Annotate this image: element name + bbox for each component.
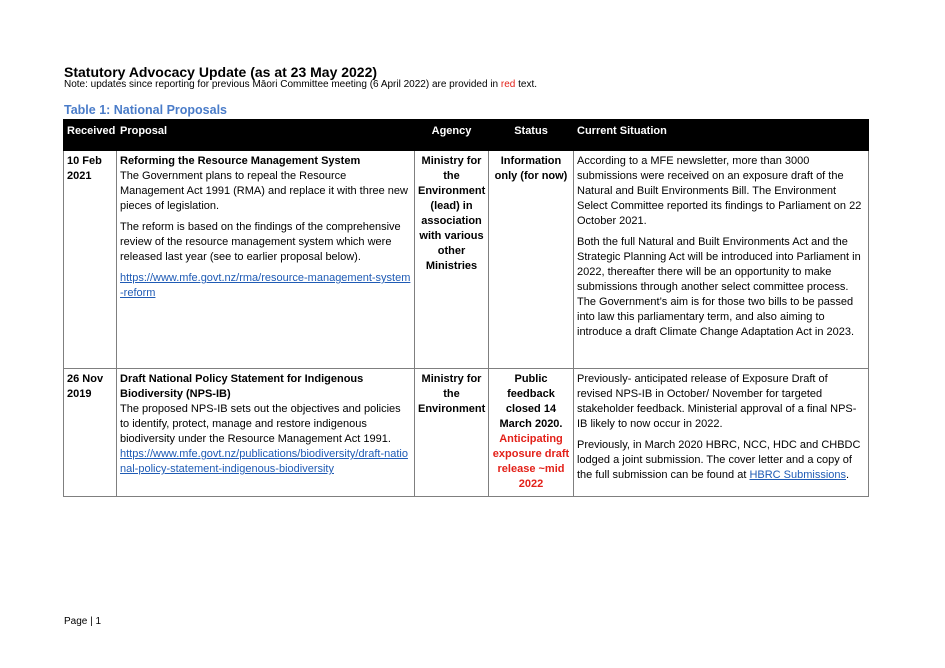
proposal-description: The Government plans to repeal the Resource Management Act 1991 (RMA) and replace it with three new pieces of legislation. — [120, 170, 408, 212]
situation-paragraph: According to a MFE newsletter, more than 3000 submissions were received on an exposure draft of the Natural and Built Environments Bill. The Environment Select Committee reported its findings to Parliament on 22 October 2021. — [577, 155, 862, 227]
situation-text-end: . — [846, 469, 850, 481]
note-suffix: text. — [515, 79, 538, 90]
proposal-title: Draft National Policy Statement for Indigenous Biodiversity (NPS-IB) — [120, 373, 364, 400]
national-proposals-table — [63, 119, 869, 497]
status-cell: Information only (for now) — [489, 151, 574, 369]
note-red-word: red — [500, 79, 516, 90]
column-header-agency: Agency — [415, 120, 489, 151]
update-note — [64, 79, 537, 90]
column-header-current-situation: Current Situation — [574, 120, 869, 151]
hbrc-submissions-link[interactable]: HBRC Submissions — [749, 469, 847, 481]
situation-paragraph: Both the full Natural and Built Environments Act and the Strategic Planning Act will be introduced into Parliament in 2022, thereafter there will be an opportunity to make submissions through another select committee process. The Government’s aim is for those two bills to be passed into law this parliamentary term, and also aiming to introduce a draft Climate Change Adaptation Act in 2023. — [577, 236, 861, 338]
agency-cell: Ministry for the Environment — [415, 369, 489, 497]
status-cell — [489, 369, 574, 497]
proposal-description: The reform is based on the findings of the comprehensive review of the resource management system which were released last year (see to earlier proposal below). — [120, 221, 401, 263]
situation-paragraph — [577, 438, 865, 483]
situation-paragraph: Previously- anticipated release of Exposure Draft of revised NPS-IB in October/ November for targeted stakeholder feedback. Ministerial approval of a final NPS-IB likely to now occur in 2022. — [577, 373, 857, 430]
current-situation-cell — [574, 151, 869, 369]
column-header-received: Received — [64, 120, 117, 151]
proposal-title: Reforming the Resource Management System — [120, 155, 361, 167]
agency-cell: Ministry for the Environment (lead) in association with various other Ministries — [415, 151, 489, 369]
status-update-text: Anticipating exposure draft release ~mid 2022 — [492, 433, 570, 490]
table-row — [64, 151, 869, 369]
situation-text: Previously, in March 2020 HBRC, NCC, HDC and CHBDC lodged a joint submission. The cover letter and a copy of the full submission can be found at — [577, 439, 861, 481]
page-number: Page | 1 — [64, 616, 102, 627]
table-header-row — [64, 120, 869, 151]
status-text: Public feedback closed 14 March 2020. — [499, 373, 563, 430]
note-prefix: Note: updates since reporting for previous Māori Committee meeting (6 April 2022) are provided in — [64, 79, 501, 90]
received-date-cell: 10 Feb 2021 — [64, 151, 117, 369]
current-situation-cell — [574, 369, 869, 497]
column-header-proposal: Proposal — [117, 120, 415, 151]
table-caption: Table 1: National Proposals — [64, 103, 228, 117]
proposal-cell — [117, 369, 415, 497]
proposal-description: The proposed NPS-IB sets out the objectives and policies to identify, protect, manage and restore indigenous biodiversity under the Resource Management Act 1991. — [120, 403, 401, 445]
proposal-cell — [117, 151, 415, 369]
received-date-cell: 26 Nov 2019 — [64, 369, 117, 497]
table-row — [64, 369, 869, 497]
proposal-link[interactable]: https://www.mfe.govt.nz/rma/resource-management-system-reform — [120, 272, 411, 299]
proposal-link[interactable]: https://www.mfe.govt.nz/publications/biodiversity/draft-national-policy-statement-indigenous-biodiversity — [120, 448, 408, 475]
column-header-status: Status — [489, 120, 574, 151]
page-title: Statutory Advocacy Update (as at 23 May 2022) — [64, 64, 378, 80]
